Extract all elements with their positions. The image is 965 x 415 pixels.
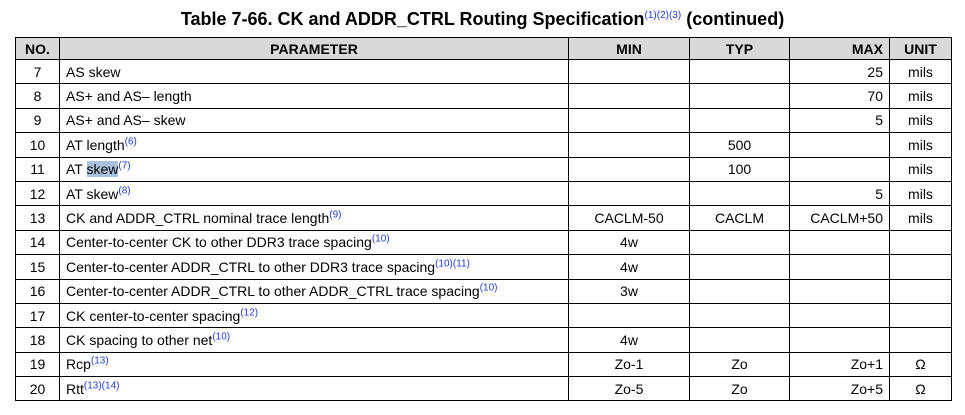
row-parameter: [60, 60, 569, 84]
row-min: [569, 60, 690, 84]
row-max: [790, 255, 890, 279]
parameter-text: AT length: [66, 136, 125, 153]
row-unit: mils: [890, 84, 952, 108]
header-min: MIN: [569, 38, 690, 60]
parameter-text: AS+ and AS– length: [66, 88, 192, 105]
row-typ: [690, 255, 790, 279]
parameter-text: CK spacing to other net: [66, 331, 213, 348]
row-parameter: [60, 133, 569, 157]
table-row: [16, 352, 952, 376]
row-number: 12: [16, 181, 60, 205]
row-max: 5: [790, 108, 890, 132]
row-typ: [690, 84, 790, 108]
table-row: [16, 303, 952, 327]
row-max: [790, 303, 890, 327]
row-parameter: [60, 230, 569, 254]
footnote-ref[interactable]: (8): [118, 184, 131, 196]
row-unit: [890, 230, 952, 254]
row-number: 14: [16, 230, 60, 254]
row-min: [569, 133, 690, 157]
row-parameter: [60, 377, 569, 401]
row-max: Zo+5: [790, 377, 890, 401]
parameter-text: AS+ and AS– skew: [66, 112, 186, 129]
row-max: 5: [790, 181, 890, 205]
footnote-ref[interactable]: (10): [371, 233, 390, 245]
footnote-ref[interactable]: (10): [479, 282, 498, 294]
row-number: 11: [16, 157, 60, 181]
row-min: 4w: [569, 230, 690, 254]
row-typ: CACLM: [690, 206, 790, 230]
header-max: MAX: [790, 38, 890, 60]
parameter-text: Center-to-center CK to other DDR3 trace spacing: [66, 234, 372, 251]
table-row: [16, 181, 952, 205]
table-row: [16, 255, 952, 279]
row-min: [569, 157, 690, 181]
footnote-ref[interactable]: (10)(11): [435, 258, 470, 270]
title-footnote-refs[interactable]: (1)(2)(3): [644, 10, 682, 21]
row-unit: mils: [890, 206, 952, 230]
row-min: 3w: [569, 279, 690, 303]
row-number: 8: [16, 84, 60, 108]
table-title: [0, 6, 965, 32]
row-typ: 500: [690, 133, 790, 157]
footnote-ref[interactable]: (7): [118, 160, 131, 172]
row-max: 70: [790, 84, 890, 108]
row-typ: [690, 279, 790, 303]
parameter-text: AT: [66, 161, 87, 178]
row-parameter: [60, 157, 569, 181]
row-typ: [690, 60, 790, 84]
row-min: [569, 84, 690, 108]
row-max: [790, 133, 890, 157]
footnote-ref[interactable]: (13): [90, 355, 109, 367]
row-unit: [890, 279, 952, 303]
header-no: NO.: [16, 38, 60, 60]
row-number: 20: [16, 377, 60, 401]
footnote-ref[interactable]: (13)(14): [83, 380, 120, 392]
footnote-ref[interactable]: (12): [240, 306, 259, 318]
row-min: Zo-5: [569, 377, 690, 401]
selected-text-highlight[interactable]: skew: [86, 161, 119, 178]
row-number: 19: [16, 352, 60, 376]
row-max: 25: [790, 60, 890, 84]
row-unit: Ω: [890, 352, 952, 376]
table-row: [16, 108, 952, 132]
row-unit: Ω: [890, 377, 952, 401]
routing-spec-table: [15, 37, 952, 401]
row-typ: [690, 181, 790, 205]
header-typ: TYP: [690, 38, 790, 60]
row-typ: [690, 303, 790, 327]
row-typ: 100: [690, 157, 790, 181]
row-number: 17: [16, 303, 60, 327]
row-typ: [690, 108, 790, 132]
row-min: 4w: [569, 328, 690, 352]
row-unit: mils: [890, 181, 952, 205]
row-number: 7: [16, 60, 60, 84]
parameter-text: Center-to-center ADDR_CTRL to other ADDR_CTRL trace spacing: [66, 283, 480, 300]
footnote-ref[interactable]: (9): [329, 209, 342, 221]
row-parameter: [60, 255, 569, 279]
table-row: [16, 328, 952, 352]
row-parameter: [60, 303, 569, 327]
row-number: 9: [16, 108, 60, 132]
row-typ: [690, 230, 790, 254]
row-number: 10: [16, 133, 60, 157]
table-header-row: [16, 38, 952, 60]
row-unit: mils: [890, 108, 952, 132]
row-parameter: [60, 206, 569, 230]
parameter-text: Rtt: [66, 380, 84, 397]
row-min: 4w: [569, 255, 690, 279]
row-unit: [890, 303, 952, 327]
parameter-text: AT skew: [66, 185, 119, 202]
row-number: 18: [16, 328, 60, 352]
row-unit: [890, 328, 952, 352]
row-unit: mils: [890, 157, 952, 181]
parameter-text: Center-to-center ADDR_CTRL to other DDR3 trace spacing: [66, 258, 436, 275]
row-max: Zo+1: [790, 352, 890, 376]
title-text: Table 7-66. CK and ADDR_CTRL Routing Specification: [180, 9, 645, 29]
row-max: CACLM+50: [790, 206, 890, 230]
row-max: [790, 328, 890, 352]
parameter-text: CK and ADDR_CTRL nominal trace length: [66, 210, 330, 227]
row-max: [790, 230, 890, 254]
row-unit: mils: [890, 133, 952, 157]
table-row: [16, 230, 952, 254]
row-unit: [890, 255, 952, 279]
row-number: 16: [16, 279, 60, 303]
footnote-ref[interactable]: (10): [212, 331, 231, 343]
row-parameter: [60, 352, 569, 376]
row-max: [790, 157, 890, 181]
table-row: [16, 206, 952, 230]
parameter-text: Rcp: [66, 356, 91, 373]
row-typ: Zo: [690, 377, 790, 401]
row-parameter: [60, 84, 569, 108]
title-continued: (continued): [681, 9, 785, 29]
row-typ: Zo: [690, 352, 790, 376]
row-min: [569, 303, 690, 327]
row-parameter: [60, 108, 569, 132]
row-min: [569, 108, 690, 132]
table-row: [16, 60, 952, 84]
row-unit: mils: [890, 60, 952, 84]
table-row: [16, 279, 952, 303]
row-min: [569, 181, 690, 205]
footnote-ref[interactable]: (6): [124, 136, 137, 148]
row-min: Zo-1: [569, 352, 690, 376]
table-row: [16, 157, 952, 181]
row-parameter: [60, 181, 569, 205]
row-parameter: [60, 279, 569, 303]
row-number: 13: [16, 206, 60, 230]
row-min: CACLM-50: [569, 206, 690, 230]
parameter-text: AS skew: [66, 63, 121, 80]
row-max: [790, 279, 890, 303]
table-row: [16, 377, 952, 401]
parameter-text: CK center-to-center spacing: [66, 307, 241, 324]
row-typ: [690, 328, 790, 352]
table-row: [16, 133, 952, 157]
header-parameter: PARAMETER: [60, 38, 569, 60]
table-row: [16, 84, 952, 108]
row-parameter: [60, 328, 569, 352]
header-unit: UNIT: [890, 38, 952, 60]
row-number: 15: [16, 255, 60, 279]
